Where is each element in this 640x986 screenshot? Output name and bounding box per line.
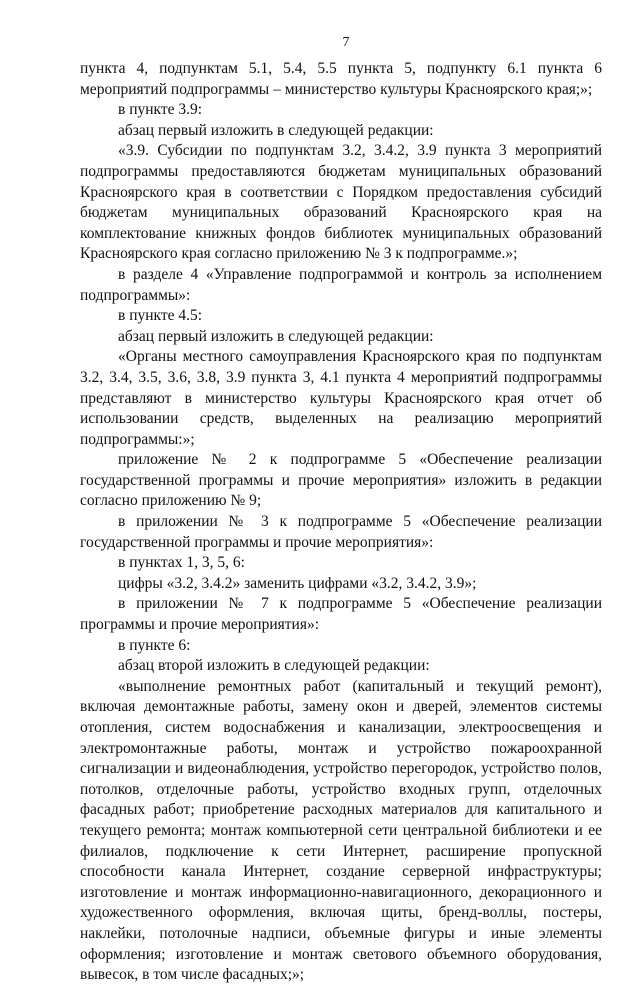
paragraph: «выполнение ремонтных работ (капитальный и текущий ремонт), включая демонтажные работы, замену окон и дверей, элементов системы отопления, систем водоснабжения и канализации, электроосвещения и электромонтажные работы, монтаж и устройство пожароохранной сигнализации и видеонаблюдения, устройство перегородок, устройство полов, потолков, отделочные работы, устройство входных групп, отделочных фасадных работ; приобретение расходных материалов для капитального и текущего ремонта; монтаж компьютерной сети центральной библиотеки и ее филиалов, подключение к сети Интернет, расширение пропускной способности канала Интернет, создание серверной инфраструктуры; изготовление и монтаж информационно-навигационного, декорационного и художественного оформления, включая щиты, бренд-воллы, постеры, наклейки, потолочные надписи, объемные фигуры и иные элементы оформления; изготовление и монтаж светового объемного оборудования, вывесок, в том числе фасадных;»; — [80, 677, 602, 984]
paragraph: в пункте 3.9: — [118, 101, 203, 119]
paragraph: приложение № 2 к подпрограмме 5 «Обеспечение реализации государственной программы и прочие мероприятия» изложить в редакции согласно приложению № 9; — [80, 451, 602, 510]
paragraph: цифры «3.2, 3.4.2» заменить цифрами «3.2, 3.4.2, 3.9»; — [118, 574, 477, 592]
document-body — [80, 59, 602, 986]
page-number: 7 — [342, 35, 350, 50]
paragraph: «Органы местного самоуправления Красноярского края по подпунктам 3.2, 3.4, 3.5, 3.6, 3.8, 3.9 пункта 3, 4.1 пункта 4 мероприятий подпрограммы представляют в министерство культуры Красноярского края отчет об использовании средств, выделенных на реализацию мероприятий подпрограммы:»; — [80, 348, 602, 448]
paragraph: в приложении № 7 к подпрограмме 5 «Обеспечение реализации программы и прочие мероприятия»: — [80, 595, 602, 634]
paragraph: в разделе 4 «Управление подпрограммой и контроль за исполнением подпрограммы»: — [80, 265, 602, 304]
paragraph: абзац первый изложить в следующей редакции: — [118, 327, 434, 345]
paragraph: «3.9. Субсидии по подпунктам 3.2, 3.4.2, 3.9 пункта 3 мероприятий подпрограммы предоставляются бюджетам муниципальных образований Красноярского края в соответствии с Порядком предоставления субсидий бюджетам муниципальных образований Красноярского края на комплектование книжных фондов библиотек муниципальных образований Красноярского края согласно приложению № 3 к подпрограмме.»; — [80, 142, 602, 263]
paragraph: абзац первый изложить в следующей редакции: — [118, 121, 434, 139]
paragraph: пункта 4, подпунктам 5.1, 5.4, 5.5 пункта 5, подпункту 6.1 пункта 6 мероприятий подпрограммы – министерство культуры Красноярского края;»; — [80, 60, 602, 98]
paragraph: в приложении № 3 к подпрограмме 5 «Обеспечение реализации государственной программы и прочие мероприятия»: — [80, 513, 602, 551]
paragraph: абзац второй изложить в следующей редакции: — [118, 657, 430, 675]
paragraph: в пункте 4.5: — [118, 307, 203, 325]
paragraph: в пунктах 1, 3, 5, 6: — [118, 554, 245, 572]
paragraph: в пункте 6: — [118, 636, 191, 654]
